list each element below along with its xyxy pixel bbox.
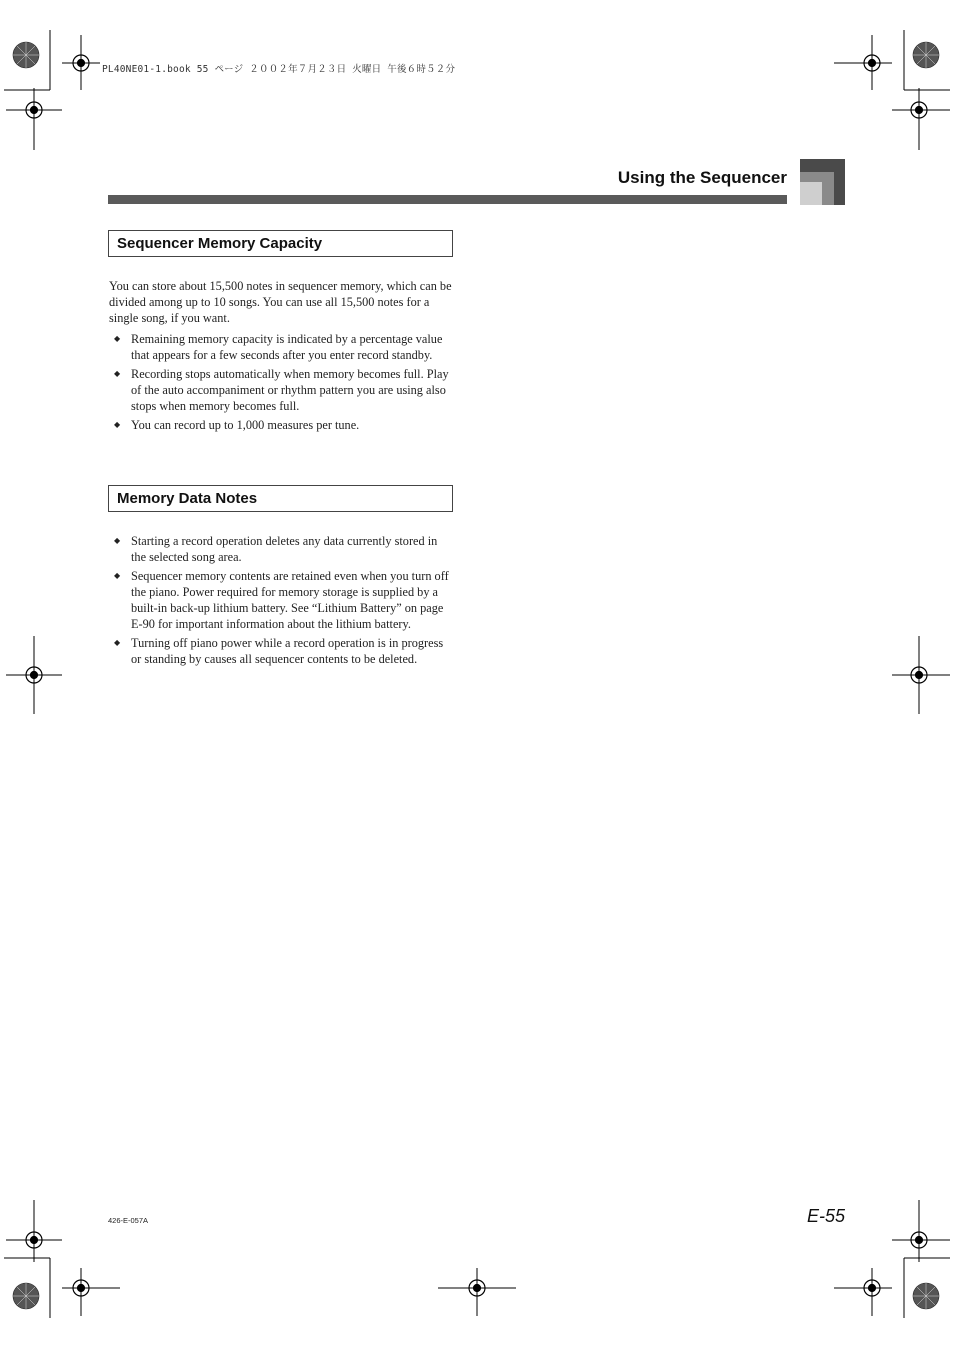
header-rule (108, 195, 787, 204)
section-heading-box (108, 485, 453, 512)
section-heading-box (108, 230, 453, 257)
bullet-list (113, 331, 455, 436)
section-paragraph: You can store about 15,500 notes in sequencer memory, which can be divided among up to 10 songs. You can use all 15,500 notes for a single song, if you want. (109, 279, 452, 325)
section-title: Memory Data Notes (117, 490, 258, 507)
print-header: PL40NE01-1.book 55 ページ ２００２年７月２３日 火曜日 午後６時５２分 (102, 64, 456, 75)
list-item: ◆ Turning off piano power while a record operation is in progress or standing by causes all sequencer contents to be deleted. (114, 636, 444, 666)
chapter-tab-light (800, 182, 822, 205)
list-item: ◆ Starting a record operation deletes any data currently stored in the selected song area. (114, 534, 438, 564)
diamond-bullet-icon: ◆ (114, 420, 121, 429)
diamond-bullet-icon: ◆ (114, 571, 121, 580)
bullet-list (113, 533, 455, 670)
diamond-bullet-icon: ◆ (114, 334, 121, 343)
list-item: ◆ Sequencer memory contents are retained even when you turn off the piano. Power required for memory storage is supplied by a built-in back-up lithium battery. See “Lithium Battery” on page E-90 for important information about the lithium battery. (114, 569, 449, 631)
list-item: ◆ Remaining memory capacity is indicated by a percentage value that appears for a few seconds after you enter record standby. (114, 332, 443, 362)
page-number: E-55 (806, 1206, 845, 1226)
list-item: ◆ Recording stops automatically when memory becomes full. Play of the auto accompaniment or rhythm pattern you are using also stops when memory becomes full. (114, 367, 449, 413)
diamond-bullet-icon: ◆ (114, 369, 121, 378)
footer-code: 426-E-057A (108, 1216, 149, 1225)
diamond-bullet-icon: ◆ (114, 638, 121, 647)
section-title: Sequencer Memory Capacity (117, 235, 323, 252)
list-item: ◆ You can record up to 1,000 measures per tune. (114, 418, 360, 432)
diamond-bullet-icon: ◆ (114, 536, 121, 545)
chapter-title: Using the Sequencer (617, 168, 787, 187)
